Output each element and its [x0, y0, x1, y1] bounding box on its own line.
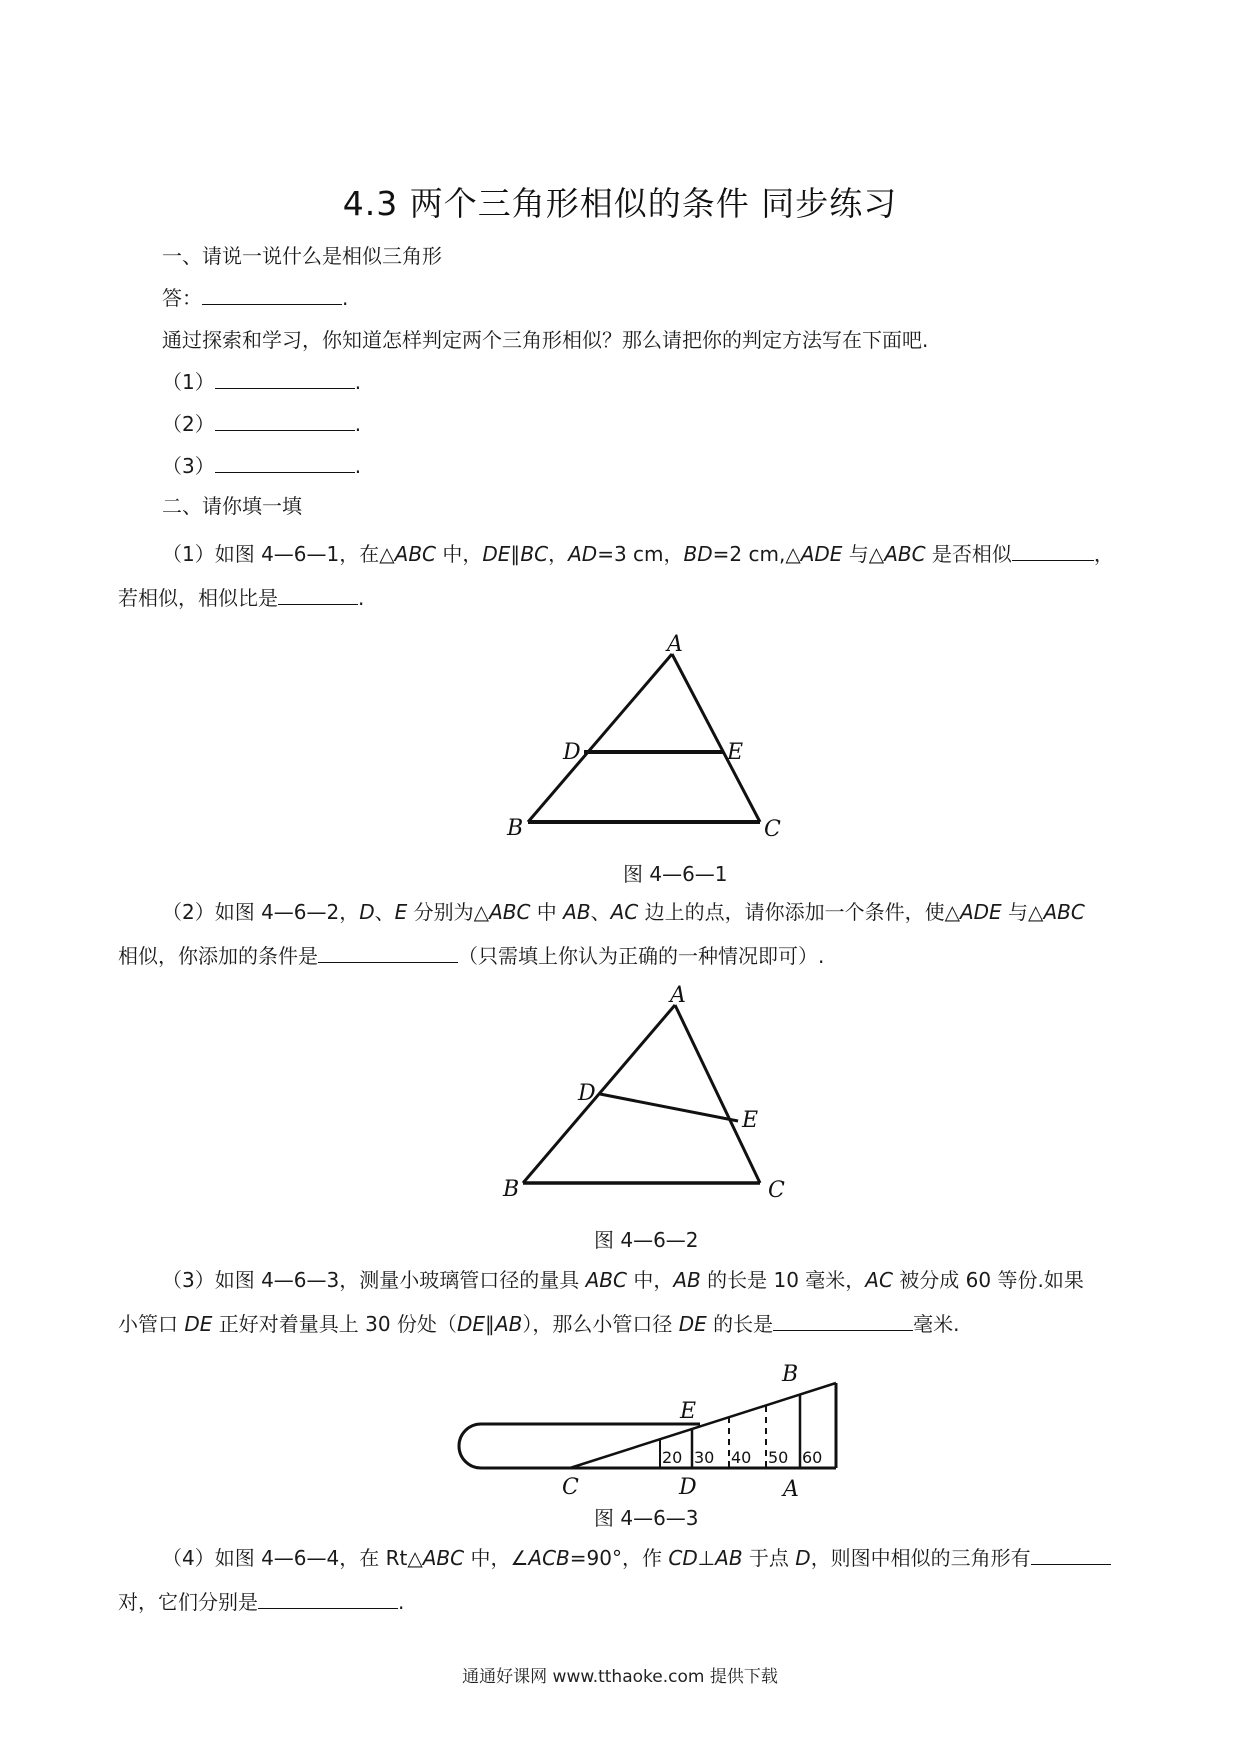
page-title: 4.3 两个三角形相似的条件 同步练习	[342, 184, 898, 223]
q4-text: 对，它们分别是	[118, 1590, 258, 1614]
fig3-tick-20: 20	[662, 1448, 683, 1467]
fig2-caption: 图 4—6—2	[594, 1228, 699, 1252]
q4-text: ，则图中相似的三角形有	[810, 1546, 1031, 1570]
q2-text: （只需填上你认为正确的一种情况即可）.	[458, 944, 825, 968]
method-item-2: （2） .	[162, 412, 362, 436]
fig3-tick-60: 60	[802, 1448, 823, 1467]
fig2-label-d: D	[578, 1081, 596, 1106]
q3-var: ABC	[585, 1268, 627, 1292]
q2-text: 相似，你添加的条件是	[118, 944, 318, 968]
fig3-tube-end	[459, 1424, 481, 1468]
fig3-label-c: C	[562, 1475, 579, 1500]
fig3-label-b: B	[782, 1362, 799, 1387]
fig2-label-e: E	[742, 1108, 759, 1133]
q2-var: ADE	[959, 900, 1002, 924]
q1-text: =3 cm，	[597, 542, 684, 566]
q1-var: BC	[520, 542, 549, 566]
q3-text: （3）如图 4—6—3，测量小玻璃管口径的量具	[162, 1268, 586, 1292]
method-item-1: （1） .	[162, 370, 362, 394]
section1-answer-line: 答： .	[162, 286, 349, 310]
q4-text: 于点	[742, 1546, 796, 1570]
q3-text: 正好对着量具上 30 份处（	[212, 1312, 457, 1336]
q4-var: D	[795, 1546, 811, 1570]
section1-prompt: 通过探索和学习，你知道怎样判定两个三角形相似？那么请把你的判定方法写在下面吧.	[162, 328, 929, 352]
q1-text: ，	[1093, 542, 1114, 566]
q4-text: 中，∠	[464, 1546, 529, 1570]
q2-var: AB	[563, 900, 591, 924]
q1-var: ABC	[394, 542, 437, 566]
q4-line2: 对，它们分别是 .	[118, 1590, 405, 1614]
q1-text: ∥	[510, 542, 521, 566]
q4-text: （4）如图 4—6—4，在 Rt△	[162, 1546, 423, 1570]
q3-var: AC	[865, 1268, 893, 1292]
section1-heading: 一、请说一说什么是相似三角形	[162, 244, 442, 268]
fig3-label-e: E	[680, 1399, 697, 1424]
q4-blank-pairs[interactable]	[258, 1590, 398, 1609]
q2-text: 分别为△	[407, 900, 490, 924]
q1-var: ADE	[800, 542, 843, 566]
q2-var: AC	[610, 900, 639, 924]
q3-text: 毫米.	[913, 1312, 960, 1336]
fig3-label-a: A	[783, 1477, 799, 1502]
fig3-tick-50: 50	[768, 1448, 789, 1467]
fig1-caption: 图 4—6—1	[623, 862, 728, 886]
q1-text: 若相似，相似比是	[118, 586, 278, 610]
method-item-label: （2）	[162, 412, 215, 436]
q4-var: ABC	[422, 1546, 465, 1570]
fig3-caption: 图 4—6—3	[594, 1506, 699, 1530]
fig2-label-c: C	[768, 1178, 785, 1203]
q1-text: 是否相似	[925, 542, 1012, 566]
q3-text: 的长是 10 毫米，	[700, 1268, 866, 1292]
q3-var: DE	[456, 1312, 485, 1336]
method-item-3: （3） .	[162, 454, 362, 478]
q2-text: 中	[530, 900, 564, 924]
q3-text: 小管口	[118, 1312, 185, 1336]
fig1-label-c: C	[764, 817, 781, 842]
q4-var: AB	[715, 1546, 743, 1570]
q1-text: （1）如图 4—6—1，在△	[162, 542, 395, 566]
fig1-label-a: A	[667, 632, 683, 657]
fig3-label-d: D	[679, 1475, 697, 1500]
q1-line2: 若相似，相似比是 .	[118, 586, 365, 610]
q3-text: 被分成 60 等份.如果	[892, 1268, 1084, 1292]
fig1-label-d: D	[563, 740, 581, 765]
q4-line1	[162, 1544, 1111, 1572]
q1-text: =2 cm,△	[712, 542, 801, 566]
q1-var: BD	[683, 542, 713, 566]
q2-text: 、	[374, 900, 395, 924]
fig2-label-a: A	[670, 983, 686, 1008]
fig2-label-b: B	[503, 1177, 520, 1202]
q4-blank-count[interactable]	[1031, 1546, 1111, 1565]
q3-var: AB	[494, 1312, 523, 1336]
q1-text: ，	[548, 542, 569, 566]
q1-var: ABC	[884, 542, 926, 566]
q2-var: ABC	[489, 900, 531, 924]
q3-text: 中，	[627, 1268, 674, 1292]
fig1-label-b: B	[507, 816, 524, 841]
fig3-tick-30: 30	[694, 1448, 715, 1467]
method-item-label: （3）	[162, 454, 215, 478]
q4-var: CD	[668, 1546, 698, 1570]
q4-text: =90°，作	[569, 1546, 669, 1570]
fig1-label-e: E	[727, 740, 744, 765]
page-footer: 通通好课网 www.tthaoke.com 提供下载	[462, 1667, 778, 1687]
q3-var: AB	[673, 1268, 701, 1292]
method-item-label: （1）	[162, 370, 215, 394]
q1-text: 中，	[436, 542, 483, 566]
q2-var: D	[359, 900, 375, 924]
q1-var: DE	[482, 542, 511, 566]
section2-heading: 二、请你填一填	[162, 494, 302, 518]
fig3-tick-40: 40	[731, 1448, 752, 1467]
q3-var: DE	[678, 1312, 707, 1336]
q3-text: ∥	[484, 1312, 495, 1336]
q2-text: 、	[590, 900, 611, 924]
answer-label: 答：	[162, 286, 202, 310]
q1-var: AD	[568, 542, 598, 566]
q2-var: E	[394, 900, 408, 924]
q2-text: 与△	[1001, 900, 1044, 924]
q2-text: （2）如图 4—6—2，	[162, 900, 360, 924]
q1-text: 与△	[842, 542, 885, 566]
q4-text: ⊥	[697, 1546, 716, 1570]
q3-text: ），那么小管口径	[522, 1312, 679, 1336]
q2-var: ABC	[1043, 900, 1085, 924]
q2-text: 边上的点，请你添加一个条件，使△	[638, 900, 960, 924]
q4-var: ACB	[528, 1546, 570, 1570]
q3-text: 的长是	[706, 1312, 774, 1336]
q3-var: DE	[184, 1312, 213, 1336]
